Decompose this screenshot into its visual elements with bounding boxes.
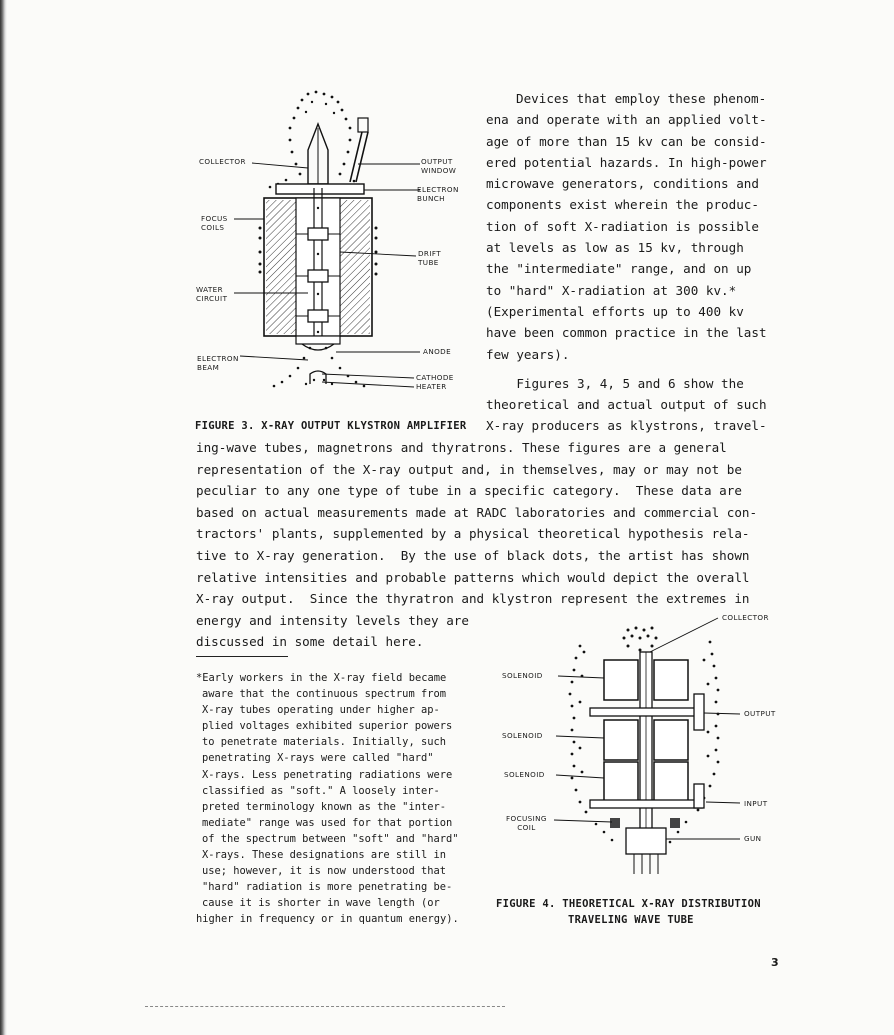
text-line: ena and operate with an applied volt-	[486, 112, 767, 128]
label-output-window: OUTPUT WINDOW	[421, 157, 457, 175]
footnote-line: X-rays. These designations are still in	[202, 849, 446, 862]
bottom-scan-line	[145, 1006, 505, 1007]
label-solenoid-1: SOLENOID	[502, 671, 543, 680]
label-gun: GUN	[744, 834, 762, 843]
label-collector-fig4: COLLECTOR	[722, 613, 769, 622]
footnote-line: aware that the continuous spectrum from	[202, 688, 446, 701]
text-line: X-ray producers as klystrons, travel-	[486, 418, 767, 434]
text-line: microwave generators, conditions and	[486, 176, 759, 192]
figure-3	[190, 88, 470, 398]
label-focusing-coil: FOCUSING COIL	[506, 814, 547, 832]
footnote-line: penetrating X-rays were called "hard"	[202, 752, 434, 765]
label-output: OUTPUT	[744, 709, 776, 718]
footnote-line: "hard" radiation is more penetrating be-	[202, 881, 453, 894]
text-line: peculiar to any one type of tube in a specific category. These data are	[196, 483, 742, 499]
text-line: to "hard" X-radiation at 300 kv.*	[486, 282, 737, 298]
footnote-line: mediate" range was used for that portion	[202, 816, 453, 829]
text-line: relative intensities and probable patterns which would depict the overall	[196, 569, 750, 585]
label-solenoid-3: SOLENOID	[504, 770, 545, 779]
footnote-line: plied voltages exhibited superior powers	[202, 720, 453, 733]
footnote-line: *Early workers in the X-ray field became	[196, 672, 447, 684]
scanned-page-edge	[0, 0, 7, 1035]
text-line: the "intermediate" range, and on up	[486, 261, 752, 277]
footnote-line: to penetrate materials. Initially, such	[202, 736, 446, 749]
footnote-line: cause it is shorter in wave length (or	[202, 897, 440, 910]
footnote-line: use; however, it is now understood that	[202, 865, 446, 878]
text-line: tractors' plants, supplemented by a physical theoretical hypothesis rela-	[196, 526, 750, 542]
right-column-text	[486, 88, 767, 437]
footnote-line: X-ray tubes operating under higher ap-	[202, 704, 440, 717]
footnote-line: of the spectrum between "soft" and "hard"	[202, 832, 459, 845]
label-heater: HEATER	[416, 382, 447, 391]
footnote-line: classified as "soft." A loosely inter-	[202, 784, 440, 797]
text-line: age of more than 15 kv can be consid-	[486, 133, 767, 149]
text-line: Devices that employ these phenom-	[516, 91, 767, 106]
figure-4-caption-line-2: TRAVELING WAVE TUBE	[568, 914, 694, 926]
footnote-line: preted terminology known as the "inter-	[202, 800, 446, 813]
text-line: representation of the X-ray output and, in themselves, may or may not be	[196, 461, 742, 477]
figure-3-caption: FIGURE 3. X-RAY OUTPUT KLYSTRON AMPLIFIER	[195, 420, 467, 432]
text-line: tion of soft X-radiation is possible	[486, 218, 759, 234]
text-line: ered potential hazards. In high-power	[486, 154, 767, 170]
text-line: X-ray output. Since the thyratron and klystron represent the extremes in	[196, 591, 750, 607]
text-line: at levels as low as 15 kv, through	[486, 240, 744, 256]
label-solenoid-2: SOLENOID	[502, 731, 543, 740]
text-line: theoretical and actual output of such	[486, 397, 767, 413]
figure-4-caption-line-1: FIGURE 4. THEORETICAL X-RAY DISTRIBUTION	[496, 898, 761, 910]
text-line: ing-wave tubes, magnetrons and thyratrons. These figures are a general	[196, 440, 727, 455]
footnote-rule	[196, 656, 288, 657]
label-anode: ANODE	[423, 347, 452, 356]
text-line: components exist wherein the produc-	[486, 197, 759, 213]
label-water-circuit: WATER CIRCUIT	[196, 285, 228, 303]
figure-4	[500, 612, 790, 892]
label-cathode: CATHODE	[416, 373, 454, 382]
traveling-wave-tube-diagram	[500, 612, 790, 892]
text-line: Figures 3, 4, 5 and 6 show the	[486, 375, 744, 391]
footnote-line: X-rays. Less penetrating radiations were	[202, 768, 453, 781]
page-number: 3	[771, 956, 779, 969]
text-line: based on actual measurements made at RADC laboratories and commercial con-	[196, 504, 758, 520]
label-input: INPUT	[744, 799, 768, 808]
footnote	[196, 670, 459, 928]
text-line: have been common practice in the last	[486, 325, 767, 341]
label-electron-beam: ELECTRON BEAM	[197, 354, 239, 372]
label-electron-bunch: ELECTRON BUNCH	[417, 185, 459, 203]
text-line: discussed in some detail here.	[196, 634, 424, 650]
text-line: few years).	[486, 346, 570, 362]
label-focus-coils: FOCUS COILS	[201, 214, 228, 232]
text-line: energy and intensity levels they are	[196, 612, 469, 628]
text-line: (Experimental efforts up to 400 kv	[486, 303, 744, 319]
text-line: tive to X-ray generation. By the use of black dots, the artist has shown	[196, 547, 750, 563]
label-drift-tube: DRIFT TUBE	[418, 249, 442, 267]
label-collector: COLLECTOR	[199, 157, 246, 166]
footnote-line: higher in frequency or in quantum energy).	[196, 913, 459, 926]
